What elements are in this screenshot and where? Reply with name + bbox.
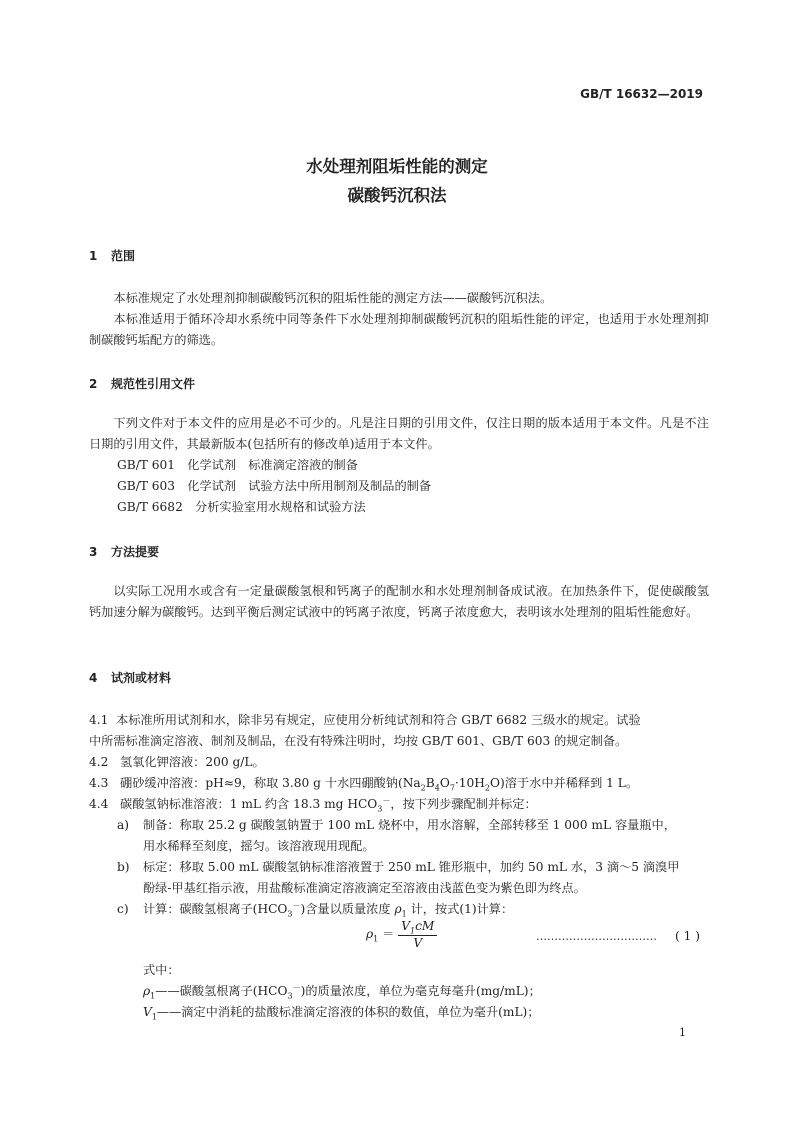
dash: —— (155, 984, 180, 999)
subscript: 7 (449, 783, 455, 793)
clause-number: 4.2 (89, 755, 109, 769)
clause-4-1-cont: 中所需标准滴定溶液、制剂及制品，在没有特殊注明时，均按 GB/T 601、GB/T 603 的规定制备。 (89, 734, 628, 748)
definition-text: 碳酸氢根离子(HCO (179, 984, 288, 999)
normative-reference: GB/T 6682 分析实验室用水规格和试验方法 (117, 500, 366, 514)
clause-4-4 (89, 795, 537, 814)
variable-definition (143, 982, 541, 1001)
section-3-body (89, 581, 709, 623)
paragraph: 本标准适用于循环冷却水系统中同等条件下水处理剂抑制碳酸钙沉积的阻垢性能的评定，也适用于水处理剂抑制碳酸钙垢配方的筛选。 (89, 312, 709, 347)
clause-number: 4.4 (89, 797, 109, 812)
subscript: 2 (484, 783, 491, 793)
list-item-a-cont: 用水稀释至刻度，摇匀。该溶液现用现配。 (143, 839, 375, 853)
section-number: 2 (89, 377, 98, 391)
paragraph: 以实际工况用水或含有一定量碳酸氢根和钙离子的配制水和水处理剂制备成试液。在加热条件下，促使碳酸氢钙加速分解为碳酸钙。达到平衡后测定试液中的钙离子浓度，钙离子浓度愈大，表明该水处理剂的阻垢性能愈好。 (89, 584, 709, 619)
clause-text: 硼砂缓冲溶液：pH≈9，称取 3.80 g 十水四硼酸钠(Na (120, 776, 421, 790)
formula-1 (366, 919, 437, 950)
section-4-heading (89, 669, 171, 686)
subscript: 4 (434, 783, 440, 793)
formula-symbol: ρ (366, 927, 374, 942)
document-subtitle: 碳酸钙沉积法 (347, 186, 447, 205)
fraction-numerator: $V_1cM$ (398, 919, 437, 936)
formula-number: ( 1 ) (675, 929, 701, 943)
subscript: 1 (373, 934, 379, 944)
section-number: 4 (89, 671, 98, 685)
clause-text: O (439, 776, 450, 790)
list-label: b) (117, 860, 130, 874)
list-text: 标定：移取 5.00 mL 碳酸氢钠标准溶液置于 250 mL 锥形瓶中，加约 50 mL 水，3 滴～5 滴溴甲 (143, 860, 680, 874)
clause-4-1 (89, 711, 641, 728)
page-number: 1 (679, 1026, 686, 1039)
clause-text: 碳酸氢钠标准溶液：1 mL 约含 18.3 mg HCO (120, 797, 378, 812)
superscript: － (292, 901, 301, 910)
section-title: 规范性引用文件 (111, 377, 196, 391)
clause-text: 本标准所用试剂和水，除非另有规定，应使用分析纯试剂和符合 GB/T 6682 三级水的规定。试验 (116, 713, 641, 727)
clause-number: 4.3 (89, 776, 109, 790)
section-title: 方法提要 (111, 545, 160, 559)
definition-text: 滴定中消耗的盐酸标准滴定溶液的体积的数值，单位为毫升(mL)； (181, 1005, 540, 1019)
list-item-c (117, 900, 513, 919)
subscript: 3 (377, 804, 383, 814)
equals-sign: ＝ (382, 927, 395, 942)
clause-4-3 (89, 774, 638, 792)
superscript: － (292, 983, 301, 992)
paragraph: 本标准规定了水处理剂抑制碳酸钙沉积的阻垢性能的测定方法——碳酸钙沉积法。 (113, 291, 553, 305)
clause-text: ·10H (454, 776, 485, 790)
list-text: 制备：称取 25.2 g 碳酸氢钠置于 100 mL 烧杯中，用水溶解，全部转移至 1 000 mL 容量瓶中， (143, 818, 676, 832)
clause-number: 4.1 (89, 713, 109, 727)
subscript: 1 (401, 909, 407, 919)
superscript: － (382, 796, 391, 805)
paragraph: 下列文件对于本文件的应用是必不可少的。凡是注日期的引用文件，仅注日期的版本适用于本文件。凡是不注日期的引用文件，其最新版本(包括所有的修改单)适用于本文件。 (89, 416, 709, 451)
subscript: 1 (151, 1012, 157, 1022)
clause-4-2 (89, 753, 265, 770)
clause-text: ，按下列步骤配制并标定： (390, 797, 537, 812)
section-3-heading (89, 543, 159, 560)
section-number: 1 (89, 249, 98, 263)
subscript: 3 (287, 991, 293, 1001)
standard-code: GB/T 16632—2019 (580, 87, 703, 101)
section-1-body (89, 288, 709, 351)
list-item-a (117, 816, 676, 833)
symbol: V (143, 1005, 152, 1019)
section-number: 3 (89, 545, 98, 559)
where-label: 式中： (143, 963, 180, 977)
clause-text: B (425, 776, 435, 790)
list-item-b-cont: 酚绿-甲基红指示液，用盐酸标准滴定溶液滴定至溶液由浅蓝色变为紫色即为终点。 (143, 881, 586, 895)
formula-leader: …………………………… (536, 930, 657, 943)
subscript: 1 (150, 991, 156, 1001)
subscript: 3 (287, 909, 293, 919)
normative-reference: GB/T 603 化学试剂 试验方法中所用制剂及制品的制备 (117, 479, 432, 493)
list-text: 计算：碳酸氢根离子(HCO (143, 902, 288, 917)
list-label: c) (117, 902, 129, 917)
section-1-heading (89, 247, 135, 264)
list-text: )含量以质量浓度 (300, 902, 395, 917)
normative-reference: GB/T 601 化学试剂 标准滴定溶液的制备 (117, 458, 358, 472)
symbol: ρ (394, 902, 402, 917)
section-title: 试剂或材料 (111, 671, 172, 685)
section-2-body (89, 413, 709, 455)
fraction-denominator: V (413, 936, 423, 951)
symbol: ρ (143, 984, 151, 999)
list-text: 计，按式(1)计算： (406, 902, 514, 917)
dash: —— (156, 1005, 182, 1019)
list-label: a) (117, 818, 130, 832)
clause-text: O)溶于水中并稀释到 1 L。 (490, 776, 639, 790)
document-title: 水处理剂阻垢性能的测定 (306, 157, 488, 176)
subscript: 2 (420, 783, 426, 793)
formula-fraction (398, 919, 437, 950)
clause-text: 氢氧化钾溶液：200 g/L。 (120, 755, 265, 769)
variable-definition (143, 1003, 540, 1021)
section-2-heading (89, 375, 195, 392)
list-item-b (117, 858, 679, 875)
section-title: 范围 (111, 249, 136, 263)
definition-text: )的质量浓度，单位为毫克每毫升(mg/mL)； (300, 984, 541, 999)
